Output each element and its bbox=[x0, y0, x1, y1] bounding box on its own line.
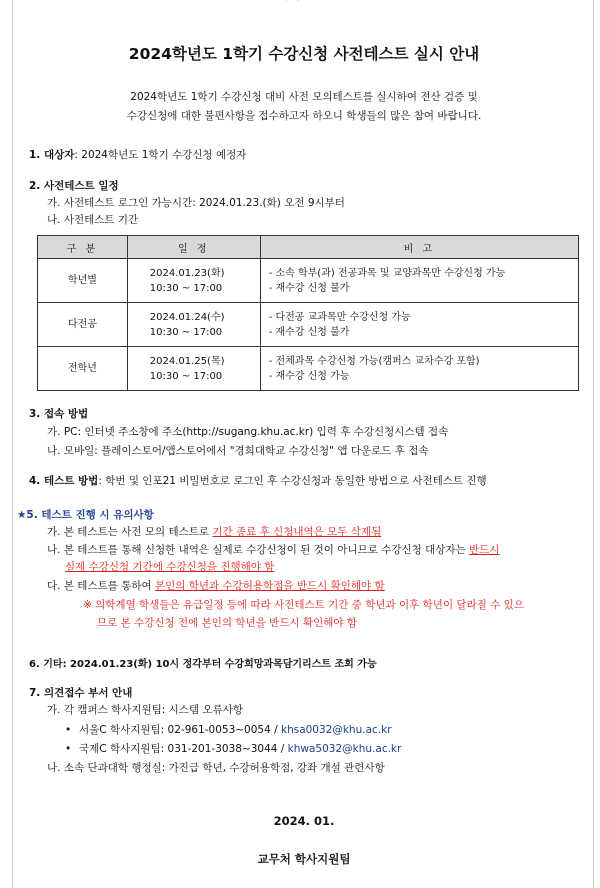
note-cell bbox=[260, 259, 578, 303]
item-a-text: 가. 본 테스트는 사전 모의 테스트로 bbox=[47, 526, 213, 538]
section-3-title: 3. 접속 방법 bbox=[29, 408, 89, 420]
column-header: 비 고 bbox=[260, 236, 578, 259]
schedule-date: 2024.01.25(목) bbox=[149, 355, 225, 367]
notice-document bbox=[12, 0, 594, 888]
note-line: - 재수강 신청 가능 bbox=[268, 370, 350, 382]
schedule-cell bbox=[127, 347, 260, 391]
section-7-item-b: 나. 소속 단과대학 행정실: 가진급 학년, 수강허용학점, 강좌 개설 관련사항 bbox=[47, 762, 385, 774]
item-b-emphasis-continued: 실제 수강신청 기간에 수강신청을 진행해야 함 bbox=[65, 561, 275, 573]
table-header-row bbox=[38, 236, 579, 259]
note-line: - 소속 학부(과) 전공과목 및 교양과목만 수강신청 가능 bbox=[268, 267, 506, 279]
note-cell bbox=[260, 303, 578, 347]
table-row bbox=[38, 259, 579, 303]
section-7-item-a: 가. 각 캠퍼스 학사지원팀: 시스템 오류사항 bbox=[47, 704, 243, 716]
contact-seoul bbox=[65, 722, 392, 737]
section-2-item-a: 가. 사전테스트 로그인 가능시간: 2024.01.23.(화) 오전 9시부터 bbox=[47, 197, 345, 209]
note-line: - 다전공 교과목만 수강신청 가능 bbox=[268, 311, 411, 323]
column-header: 구 분 bbox=[38, 236, 128, 259]
section-3-item-a: 가. PC: 인터넷 주소창에 주소(http://sugang.khu.ac.kr) 입력 후 수강신청시스템 접속 bbox=[47, 426, 449, 438]
section-7-title: 7. 의견접수 부서 안내 bbox=[29, 687, 133, 699]
issue-date: 2024. 01. bbox=[273, 814, 335, 828]
bullet-icon: • bbox=[65, 743, 72, 755]
section-6-text: : 2024.01.23(화) 10시 정각부터 수강희망과목담기리스트 조회 가능 bbox=[62, 659, 377, 670]
item-b-text: 나. 본 테스트를 통해 신청한 내역은 실제로 수강신청이 된 것이 아니므로 수강신청 대상자는 bbox=[47, 544, 470, 556]
schedule-time: 10:30 ~ 17:00 bbox=[149, 282, 223, 294]
contact-global-text: 국제C 학사지원팀: 031-201-3038~3044 / bbox=[79, 743, 288, 755]
section-5-item-b bbox=[47, 542, 499, 557]
item-b-emphasis: 반드시 bbox=[469, 544, 500, 556]
schedule-table bbox=[37, 235, 579, 391]
category-cell: 전학년 bbox=[38, 347, 128, 391]
section-4-label: 4. 테스트 방법 bbox=[29, 475, 99, 487]
contact-seoul-text: 서울C 학사지원팀: 02-961-0053~0054 / bbox=[79, 724, 281, 736]
section-1-label: 1. 대상자 bbox=[29, 149, 75, 161]
medical-note-line: ※ 의학계열 학생들은 유급일정 등에 따라 사전테스트 기간 중 학년과 이후 학년이 달라질 수 있으 bbox=[83, 599, 524, 611]
section-2-title: 2. 사전테스트 일정 bbox=[29, 180, 119, 192]
section-6 bbox=[29, 655, 377, 670]
bullet-icon: • bbox=[65, 724, 72, 736]
note-line: - 전체과목 수강신청 가능(캠퍼스 교차수강 포함) bbox=[268, 355, 480, 367]
email-link[interactable]: khwa5032@khu.ac.kr bbox=[287, 743, 402, 755]
table-row bbox=[38, 347, 579, 391]
schedule-date: 2024.01.23(화) bbox=[149, 267, 225, 279]
item-c-text: 다. 본 테스트를 통하여 bbox=[47, 580, 155, 592]
schedule-cell bbox=[127, 303, 260, 347]
section-5-item-c bbox=[47, 578, 385, 593]
section-4-text: : 학번 및 인포21 비밀번호로 로그인 후 수강신청과 동일한 방법으로 사전테스트 진행 bbox=[98, 475, 487, 487]
schedule-cell bbox=[127, 259, 260, 303]
schedule-time: 10:30 ~ 17:00 bbox=[149, 370, 223, 382]
item-a-emphasis: 기간 종료 후 신청내역은 모두 삭제됨 bbox=[212, 526, 382, 538]
section-3-item-b: 나. 모바일: 플레이스토어/앱스토어에서 "경희대학교 수강신청" 앱 다운로드 후 접속 bbox=[47, 445, 429, 457]
section-1 bbox=[29, 147, 246, 162]
section-5-title-row bbox=[17, 507, 154, 522]
section-5-title: 5. 테스트 진행 시 유의사항 bbox=[26, 509, 154, 521]
note-cell bbox=[260, 347, 578, 391]
schedule-time: 10:30 ~ 17:00 bbox=[149, 326, 223, 338]
column-header: 일 정 bbox=[127, 236, 260, 259]
medical-note-line: 므로 본 수강신청 전에 본인의 학년을 반드시 확인해야 함 bbox=[97, 617, 357, 629]
star-icon: ★ bbox=[17, 509, 27, 521]
email-link[interactable]: khsa0032@khu.ac.kr bbox=[280, 724, 392, 736]
table-row bbox=[38, 303, 579, 347]
issuing-office: 교무처 학사지원팀 bbox=[257, 852, 351, 866]
section-5-item-a bbox=[47, 524, 381, 539]
category-cell: 학년별 bbox=[38, 259, 128, 303]
note-line: - 재수강 신청 불가 bbox=[268, 282, 350, 294]
seal-text bbox=[277, 0, 337, 8]
section-2-item-b: 나. 사전테스트 기간 bbox=[47, 214, 139, 226]
page-title: 2024학년도 1학기 수강신청 사전테스트 실시 안내 bbox=[128, 45, 480, 63]
intro-paragraph bbox=[13, 88, 595, 126]
section-1-text: : 2024학년도 1학기 수강신청 예정자 bbox=[74, 149, 247, 161]
category-cell: 다전공 bbox=[38, 303, 128, 347]
intro-line: 2024학년도 1학기 수강신청 대비 사전 모의테스트를 실시하여 전산 검증 및 bbox=[130, 91, 478, 103]
contact-global bbox=[65, 741, 401, 756]
schedule-date: 2024.01.24(수) bbox=[149, 311, 225, 323]
section-4 bbox=[29, 473, 487, 488]
intro-line: 수강신청에 대한 불편사항을 접수하고자 하오니 학생들의 많은 참여 바랍니다. bbox=[126, 110, 482, 122]
note-line: - 재수강 신청 불가 bbox=[268, 326, 350, 338]
item-c-emphasis: 본인의 학년과 수강허용학점을 반드시 확인해야 함 bbox=[154, 580, 385, 592]
section-6-label: 6. 기타 bbox=[29, 659, 63, 670]
